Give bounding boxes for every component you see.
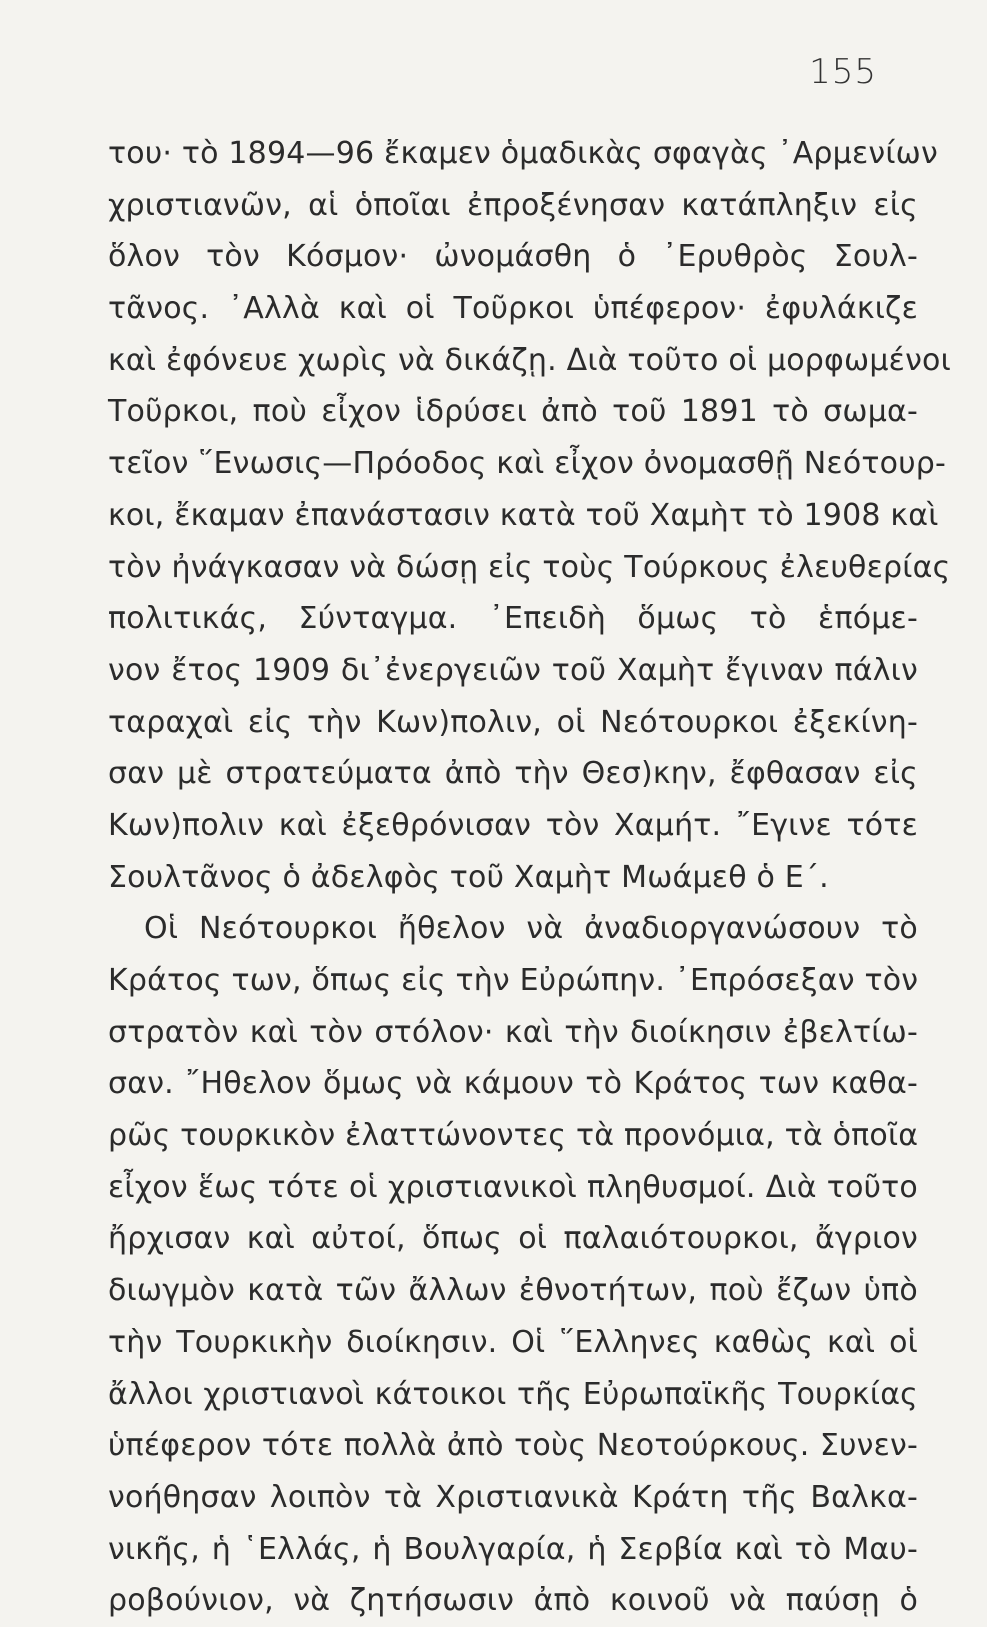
text-line: στρατὸν καὶ τὸν στόλον· καὶ τὴν διοίκησιν ἐβελτίω- [108,1014,918,1050]
text-line: πολιτικάς, Σύνταγμα. ᾿Επειδὴ ὅμως τὸ ἑπόμε- [108,601,918,637]
text-line: καὶ ἐφόνευε χωρὶς νὰ δικάζῃ. Διὰ τοῦτο οἱ μορφωμένοι [108,342,951,378]
page-number: 155 [809,52,877,92]
text-line: τὴν Τουρκικὴν διοίκησιν. Οἱ ῞Ελληνες καθὼς καὶ οἱ [108,1324,918,1360]
text-line: κοι, ἔκαμαν ἐπανάστασιν κατὰ τοῦ Χαμὴτ τὸ 1908 καὶ [108,497,939,533]
paragraph-1 [108,128,951,903]
text-line: ἤρχισαν καὶ αὐτοί, ὅπως οἱ παλαιότουρκοι, ἄγριον [108,1221,918,1257]
text-line: νον ἔτος 1909 δι᾿ἐνεργειῶν τοῦ Χαμὴτ ἔγιναν πάλιν [108,652,918,688]
text-line: τὸν ἠνάγκασαν νὰ δώσῃ εἰς τοὺς Τούρκους ἐλευθερίας [108,549,951,585]
text-line: σαν μὲ στρατεύματα ἀπὸ τὴν Θεσ)κην, ἔφθασαν εἰς [108,756,918,792]
text-line: ροβούνιον, νὰ ζητήσωσιν ἀπὸ κοινοῦ νὰ παύσῃ ὁ [108,1583,918,1619]
text-line: Κράτος των, ὅπως εἰς τὴν Εὐρώπην. ᾿Επρόσεξαν τὸν [108,963,919,998]
body-text [108,128,951,1627]
text-line: Τοῦρκοι, ποὺ εἶχον ἱδρύσει ἀπὸ τοῦ 1891 τὸ σωμα- [108,394,918,430]
text-line: τᾶνος. ᾿Αλλὰ καὶ οἱ Τοῦρκοι ὑπέφερον· ἐφυλάκιζε [108,291,918,327]
text-line: νικῆς, ἡ ῾Ελλάς, ἡ Βουλγαρία, ἡ Σερβία καὶ τὸ Μαυ- [108,1531,918,1567]
text-line: ρῶς τουρκικὸν ἐλαττώνοντες τὰ προνόμια, τὰ ὁποῖα [108,1118,919,1154]
text-line: χριστιανῶν, αἱ ὁποῖαι ἐπροξένησαν κατάπληξιν εἰς [108,187,918,223]
text-line: διωγμὸν κατὰ τῶν ἄλλων ἐθνοτήτων, ποὺ ἔζων ὑπὸ [108,1273,918,1309]
text-line: τεῖον ῞Ενωσις—Πρόοδος καὶ εἶχον ὀνομασθῇ Νεότουρ- [108,446,947,482]
text-line: εἶχον ἕως τότε οἱ χριστιανικοὶ πληθυσμοί. Διὰ τοῦτο [108,1169,918,1205]
text-line: Σουλτᾶνος ὁ ἀδελφὸς τοῦ Χαμὴτ Μωάμεθ ὁ Ε΄. [108,859,829,895]
text-line: Οἱ Νεότουρκοι ἤθελον νὰ ἀναδιοργανώσουν τὸ [144,911,918,947]
text-line: του· τὸ 1894—96 ἔκαμεν ὁμαδικὰς σφαγὰς ᾿Αρμενίων [108,136,938,171]
text-line: σαν. ῎Ηθελον ὅμως νὰ κάμουν τὸ Κράτος των καθα- [108,1066,918,1102]
text-line: ὅλον τὸν Κόσμον· ὠνομάσθη ὁ ᾿Ερυθρὸς Σουλ- [108,239,918,275]
paragraph-2 [108,903,918,1627]
text-line: ὑπέφερον τότε πολλὰ ἀπὸ τοὺς Νεοτούρκους. Συνεν- [108,1428,918,1464]
text-line: νοήθησαν λοιπὸν τὰ Χριστιανικὰ Κράτη τῆς Βαλκα- [108,1479,918,1515]
text-line: ἄλλοι χριστιανοὶ κάτοικοι τῆς Εὐρωπαϊκῆς Τουρκίας [108,1376,918,1412]
text-line: ταραχαὶ εἰς τὴν Κων)πολιν, οἱ Νεότουρκοι ἐξεκίνη- [108,704,918,740]
text-line: Κων)πολιν καὶ ἐξεθρόνισαν τὸν Χαμήτ. ῎Εγινε τότε [108,807,918,843]
